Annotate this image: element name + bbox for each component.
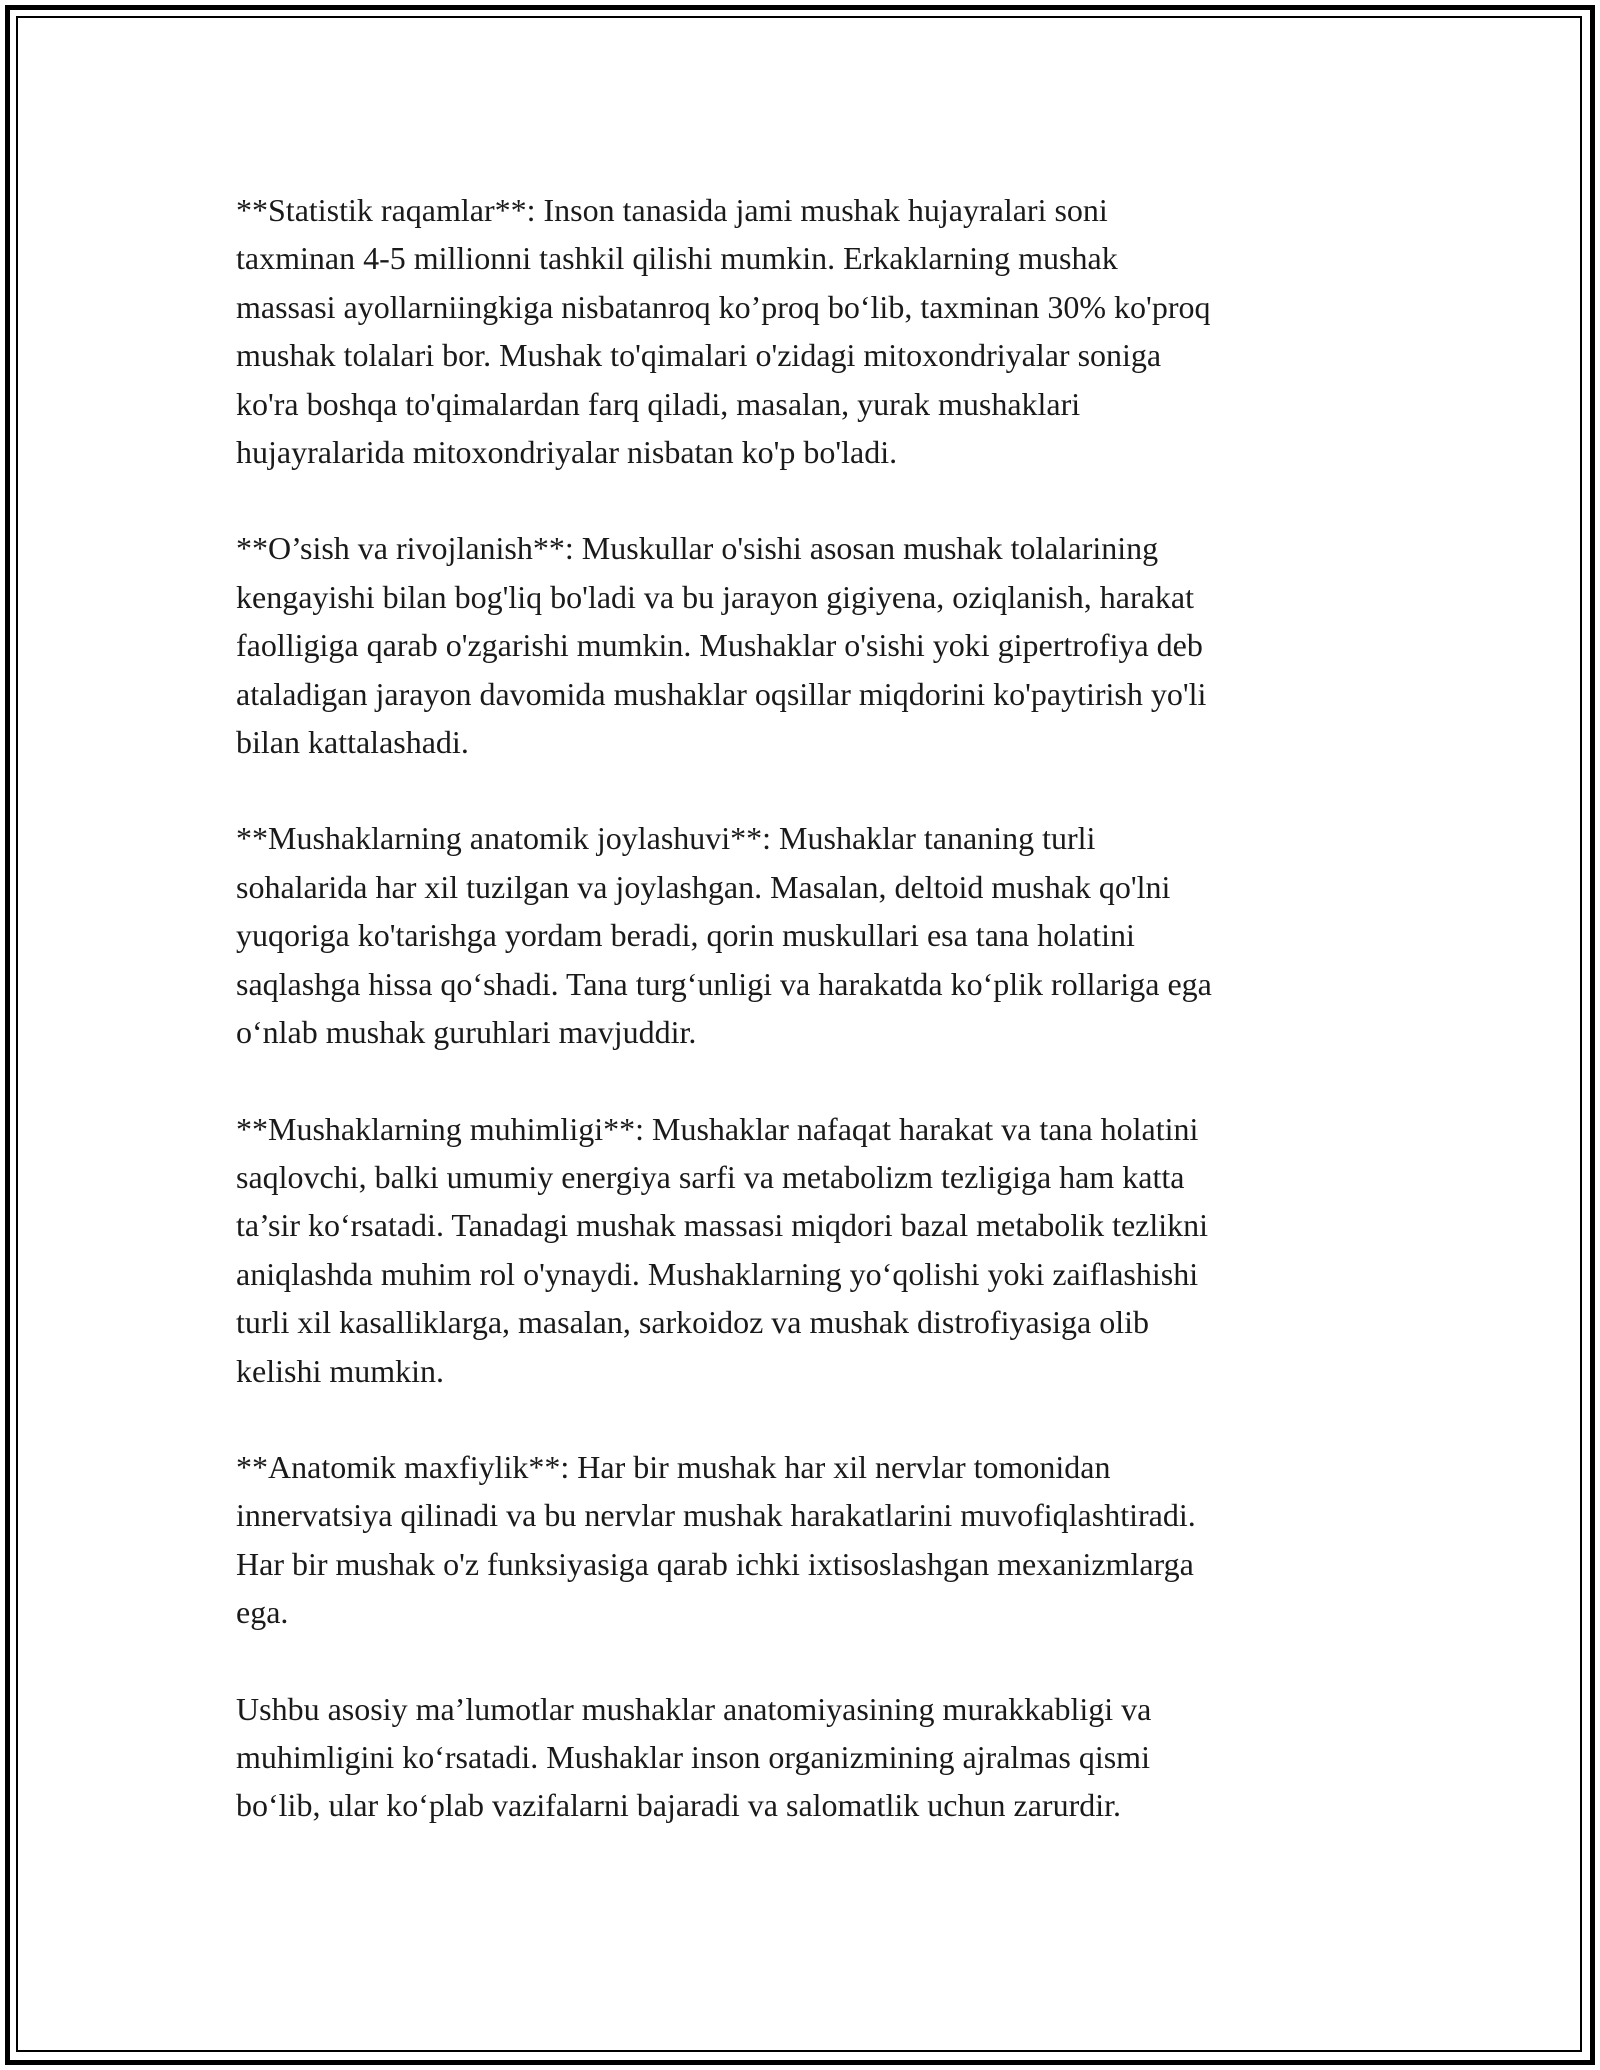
text-line: **Mushaklarning anatomik joylashuvi**: Mushaklar tananing turli bbox=[236, 820, 1096, 857]
paragraph-statistik-raqamlar bbox=[236, 186, 1366, 476]
text-line: **Anatomik maxfiylik**: Har bir mushak har xil nervlar tomonidan bbox=[236, 1448, 1111, 1485]
text-line: bo‘lib, ular ko‘plab vazifalarni bajaradi va salomatlik uchun zarurdir. bbox=[236, 1787, 1121, 1824]
text-line: kengayishi bilan bog'liq bo'ladi va bu jarayon gigiyena, oziqlanish, harakat bbox=[236, 578, 1194, 615]
paragraph-anatomik-joylashuvi bbox=[236, 814, 1366, 1056]
text-line: Ushbu asosiy ma’lumotlar mushaklar anatomiyasining murakkabligi va bbox=[236, 1690, 1152, 1727]
text-line: bilan kattalashadi. bbox=[236, 724, 469, 761]
text-line: Har bir mushak o'z funksiyasiga qarab ichki ixtisoslashgan mexanizmlarga bbox=[236, 1545, 1194, 1582]
text-line: o‘nlab mushak guruhlari mavjuddir. bbox=[236, 1014, 697, 1051]
paragraph-mushaklarning-muhimligi bbox=[236, 1105, 1366, 1395]
paragraph-anatomik-maxfiylik bbox=[236, 1443, 1366, 1637]
text-line: ko'ra boshqa to'qimalardan farq qiladi, masalan, yurak mushaklari bbox=[236, 385, 1081, 422]
text-line: ta’sir ko‘rsatadi. Tanadagi mushak massasi miqdori bazal metabolik tezlikni bbox=[236, 1207, 1209, 1244]
text-line: kelishi mumkin. bbox=[236, 1352, 444, 1389]
text-line: **O’sish va rivojlanish**: Muskullar o'sishi asosan mushak tolalarining bbox=[236, 530, 1159, 567]
text-line: massasi ayollarniingkiga nisbatanroq ko’proq bo‘lib, taxminan 30% ko'proq bbox=[236, 288, 1211, 325]
text-line: hujayralarida mitoxondriyalar nisbatan ko'p bo'ladi. bbox=[236, 434, 898, 471]
text-line: aniqlashda muhim rol o'ynaydi. Mushaklarning yo‘qolishi yoki zaiflashishi bbox=[236, 1255, 1199, 1292]
text-line: taxminan 4-5 millionni tashkil qilishi mumkin. Erkaklarning mushak bbox=[236, 240, 1118, 277]
text-line: saqlashga hissa qo‘shadi. Tana turg‘unligi va harakatda ko‘plik rollariga ega bbox=[236, 965, 1212, 1002]
text-line: sohalarida har xil tuzilgan va joylashgan. Masalan, deltoid mushak qo'lni bbox=[236, 868, 1171, 905]
text-line: yuqoriga ko'tarishga yordam beradi, qorin muskullari esa tana holatini bbox=[236, 917, 1135, 954]
text-line: **Mushaklarning muhimligi**: Mushaklar nafaqat harakat va tana holatini bbox=[236, 1110, 1199, 1147]
text-line: faolligiga qarab o'zgarishi mumkin. Mushaklar o'sishi yoki gipertrofiya deb bbox=[236, 627, 1203, 664]
document-body bbox=[236, 186, 1366, 1878]
text-line: muhimligini ko‘rsatadi. Mushaklar inson organizmining ajralmas qismi bbox=[236, 1738, 1150, 1775]
text-line: **Statistik raqamlar**: Inson tanasida jami mushak hujayralari soni bbox=[236, 192, 1108, 228]
text-line: saqlovchi, balki umumiy energiya sarfi va metabolizm tezligiga ham katta bbox=[236, 1158, 1185, 1195]
text-line: turli xil kasalliklarga, masalan, sarkoidoz va mushak distrofiyasiga olib bbox=[236, 1304, 1149, 1341]
text-line: ega. bbox=[236, 1594, 289, 1631]
paragraph-conclusion bbox=[236, 1685, 1366, 1830]
text-line: mushak tolalari bor. Mushak to'qimalari o'zidagi mitoxondriyalar soniga bbox=[236, 337, 1162, 374]
text-line: innervatsiya qilinadi va bu nervlar mushak harakatlarini muvofiqlashtiradi. bbox=[236, 1497, 1196, 1534]
text-line: ataladigan jarayon davomida mushaklar oqsillar miqdorini ko'paytirish yo'li bbox=[236, 675, 1207, 712]
paragraph-osish-va-rivojlanish bbox=[236, 524, 1366, 766]
